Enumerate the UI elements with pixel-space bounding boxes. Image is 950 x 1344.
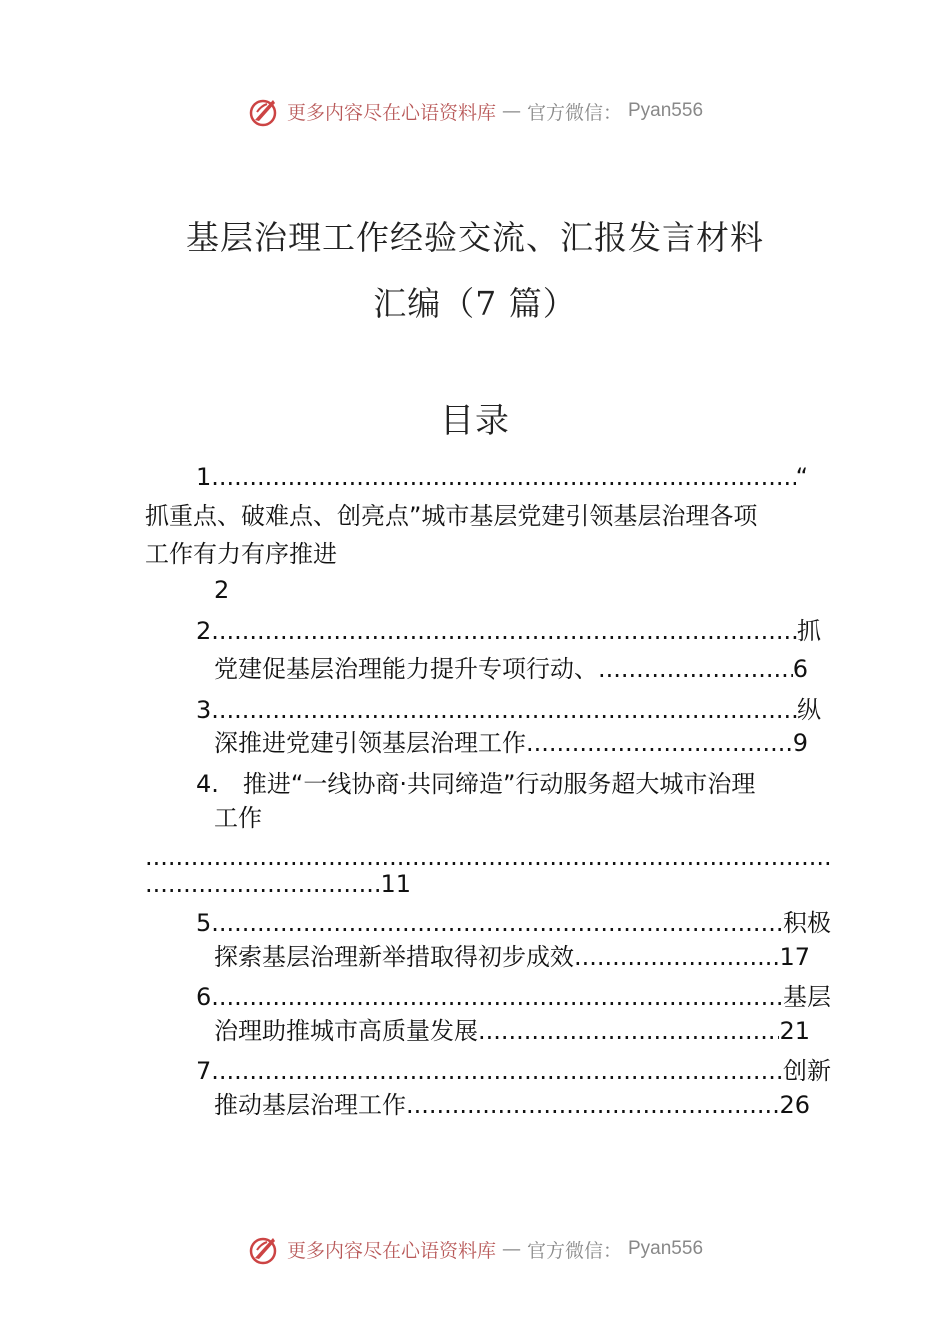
toc-entry-fragment: 创新	[783, 1057, 831, 1085]
leader-dots	[145, 842, 831, 872]
toc-entry-2-line1[interactable]	[196, 616, 821, 646]
leader-dots	[211, 616, 797, 646]
toc-entry-6-line1[interactable]	[196, 982, 831, 1012]
leader-dots	[211, 695, 797, 725]
leader-dots	[211, 1056, 783, 1086]
toc-entry-number: 2	[196, 617, 212, 645]
leader-dots	[145, 869, 380, 899]
leader-dots	[211, 982, 783, 1012]
toc-entry-number: 5	[196, 909, 212, 937]
banner-dash: —	[501, 1238, 521, 1260]
toc-entry-1-page[interactable]	[214, 575, 229, 605]
leader-dots	[598, 654, 793, 684]
toc-entry-text: 党建促基层治理能力提升专项行动、	[214, 655, 598, 683]
toc-entry-fragment: 基层	[783, 983, 831, 1011]
toc-entry-fragment: 纵	[797, 696, 821, 724]
leader-dots	[406, 1090, 779, 1120]
toc-entry-6-line2[interactable]	[214, 1016, 810, 1046]
banner-label: 官方微信：	[526, 1239, 622, 1262]
toc-entry-fragment: “	[795, 463, 808, 491]
toc-entry-3-line2[interactable]	[214, 728, 808, 758]
toc-page-number: 9	[792, 729, 808, 757]
toc-page-number: 6	[792, 655, 808, 683]
toc-entry-7-line1[interactable]	[196, 1056, 831, 1086]
toc-page-number: 26	[779, 1091, 810, 1119]
toc-entry-1-line3[interactable]	[145, 539, 337, 569]
quill-logo-icon	[247, 94, 281, 128]
document-title-line2: 汇编（7 篇）	[373, 284, 577, 323]
toc-entry-fragment: 积极	[783, 909, 831, 937]
footer-banner	[0, 1232, 950, 1272]
toc-entry-text: 推进“一线协商·共同缔造”行动服务超大城市治理	[242, 770, 756, 798]
toc-entry-number: 4.	[196, 770, 219, 798]
leader-dots	[526, 728, 793, 758]
toc-entry-text: 抓重点、破难点、创亮点”城市基层党建引领基层治理各项	[145, 502, 758, 530]
toc-page-number: 11	[380, 870, 411, 898]
toc-entry-number: 7	[196, 1057, 212, 1085]
toc-entry-4-dots	[145, 842, 831, 872]
toc-entry-number: 6	[196, 983, 212, 1011]
toc-page-number: 21	[779, 1017, 810, 1045]
toc-entry-4-page[interactable]	[145, 869, 411, 899]
leader-dots	[211, 908, 783, 938]
leader-dots	[211, 462, 795, 492]
toc-entry-4-line1[interactable]	[196, 769, 755, 799]
toc-entry-text: 工作有力有序推进	[145, 540, 337, 568]
toc-entry-fragment: 抓	[797, 617, 821, 645]
banner-text: 更多内容尽在心语资料库	[286, 101, 496, 124]
toc-page-number: 2	[214, 576, 230, 604]
toc-entry-text: 工作	[214, 804, 262, 832]
toc-entry-text: 深推进党建引领基层治理工作	[214, 729, 526, 757]
toc-page-number: 17	[779, 943, 810, 971]
leader-dots	[574, 942, 779, 972]
toc-entry-text: 推动基层治理工作	[214, 1091, 406, 1119]
toc-entry-1-line1[interactable]	[196, 462, 808, 492]
toc-entry-4-line2[interactable]	[214, 803, 262, 833]
toc-heading: 目录	[440, 401, 510, 441]
leader-dots	[478, 1016, 779, 1046]
banner-label: 官方微信：	[526, 101, 622, 124]
header-banner	[0, 94, 950, 134]
toc-entry-number: 1	[196, 463, 212, 491]
banner-text: 更多内容尽在心语资料库	[286, 1239, 496, 1262]
document-title-line1: 基层治理工作经验交流、汇报发言材料	[186, 218, 764, 257]
quill-logo-icon	[247, 1232, 281, 1266]
toc-entry-3-line1[interactable]	[196, 695, 821, 725]
banner-wechat-id: Pyan556	[628, 1238, 704, 1259]
toc-entry-5-line2[interactable]	[214, 942, 810, 972]
toc-entry-text: 治理助推城市高质量发展	[214, 1017, 478, 1045]
banner-wechat-id: Pyan556	[628, 100, 704, 121]
toc-entry-7-line2[interactable]	[214, 1090, 810, 1120]
banner-dash: —	[501, 100, 521, 122]
toc-entry-text: 探索基层治理新举措取得初步成效	[214, 943, 574, 971]
toc-entry-1-line2[interactable]	[145, 501, 757, 531]
toc-entry-5-line1[interactable]	[196, 908, 831, 938]
toc-entry-2-line2[interactable]	[214, 654, 808, 684]
toc-entry-number: 3	[196, 696, 212, 724]
